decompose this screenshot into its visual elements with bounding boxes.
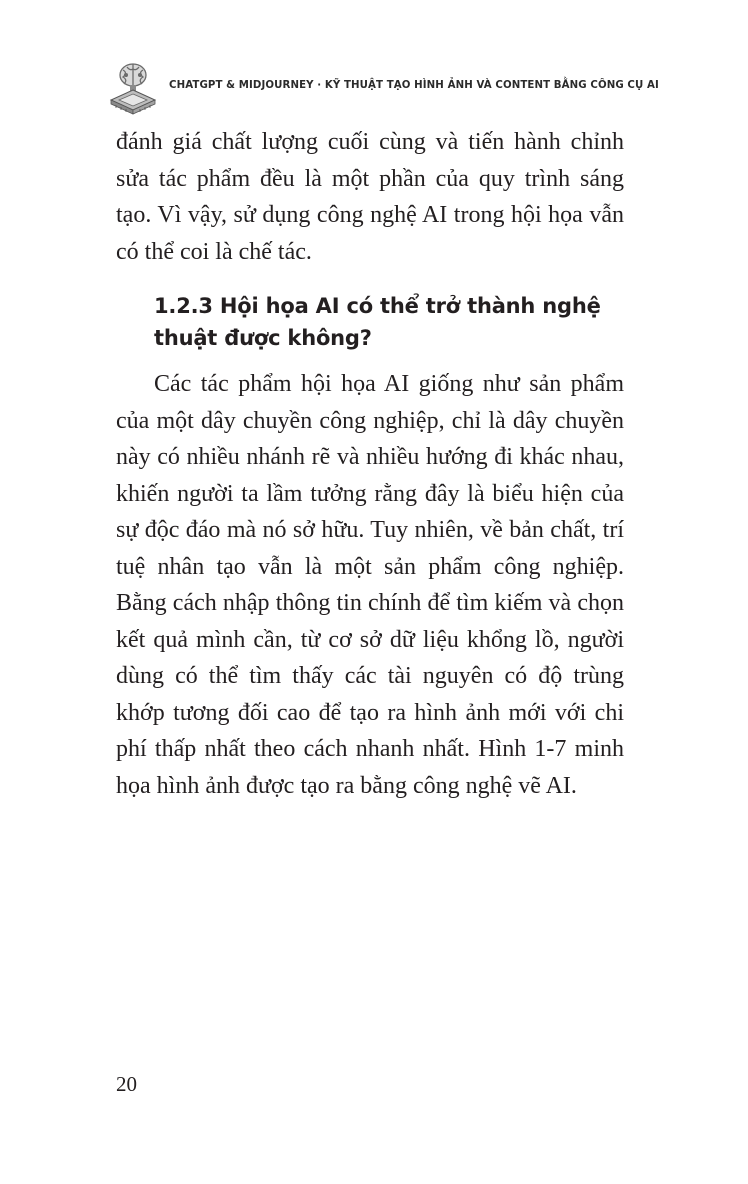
page-header bbox=[108, 58, 668, 116]
paragraph-body: Các tác phẩm hội họa AI giống như sản phẩm của một dây chuyền công nghiệp, chỉ là dây chuyền này có nhiều nhánh rẽ và nhiều hướng đi khác nhau, khiến người ta lầm tưởng rằng đây là biểu hiện của sự độc đáo mà nó sở hữu. Tuy nhiên, về bản chất, trí tuệ nhân tạo vẫn là một sản phẩm công nghiệp. Bằng cách nhập thông tin chính để tìm kiếm và chọn kết quả mình cần, từ cơ sở dữ liệu khổng lồ, người dùng có thể tìm thấy các tài nguyên có độ trùng khớp tương đối cao để tạo ra hình ảnh mới với chi phí thấp nhất theo cách nhanh nhất. Hình 1-7 minh họa hình ảnh được tạo ra bằng công nghệ vẽ AI. bbox=[116, 371, 624, 799]
page-number: 20 bbox=[116, 1072, 137, 1096]
running-head: CHATGPT & MIDJOURNEY · KỸ THUẬT TẠO HÌNH ẢNH VÀ CONTENT BẰNG CÔNG CỤ AI bbox=[169, 80, 659, 91]
ai-brain-chip-logo-icon bbox=[108, 58, 158, 116]
page-body bbox=[116, 124, 624, 804]
paragraph-continued: đánh giá chất lượng cuối cùng và tiến hành chỉnh sửa tác phẩm đều là một phần của quy trình sáng tạo. Vì vậy, sử dụng công nghệ AI trong hội họa vẫn có thể coi là chế tác. bbox=[116, 129, 624, 265]
section-heading: 1.2.3 Hội họa AI có thể trở thành nghệ thuật được không? bbox=[154, 294, 601, 350]
